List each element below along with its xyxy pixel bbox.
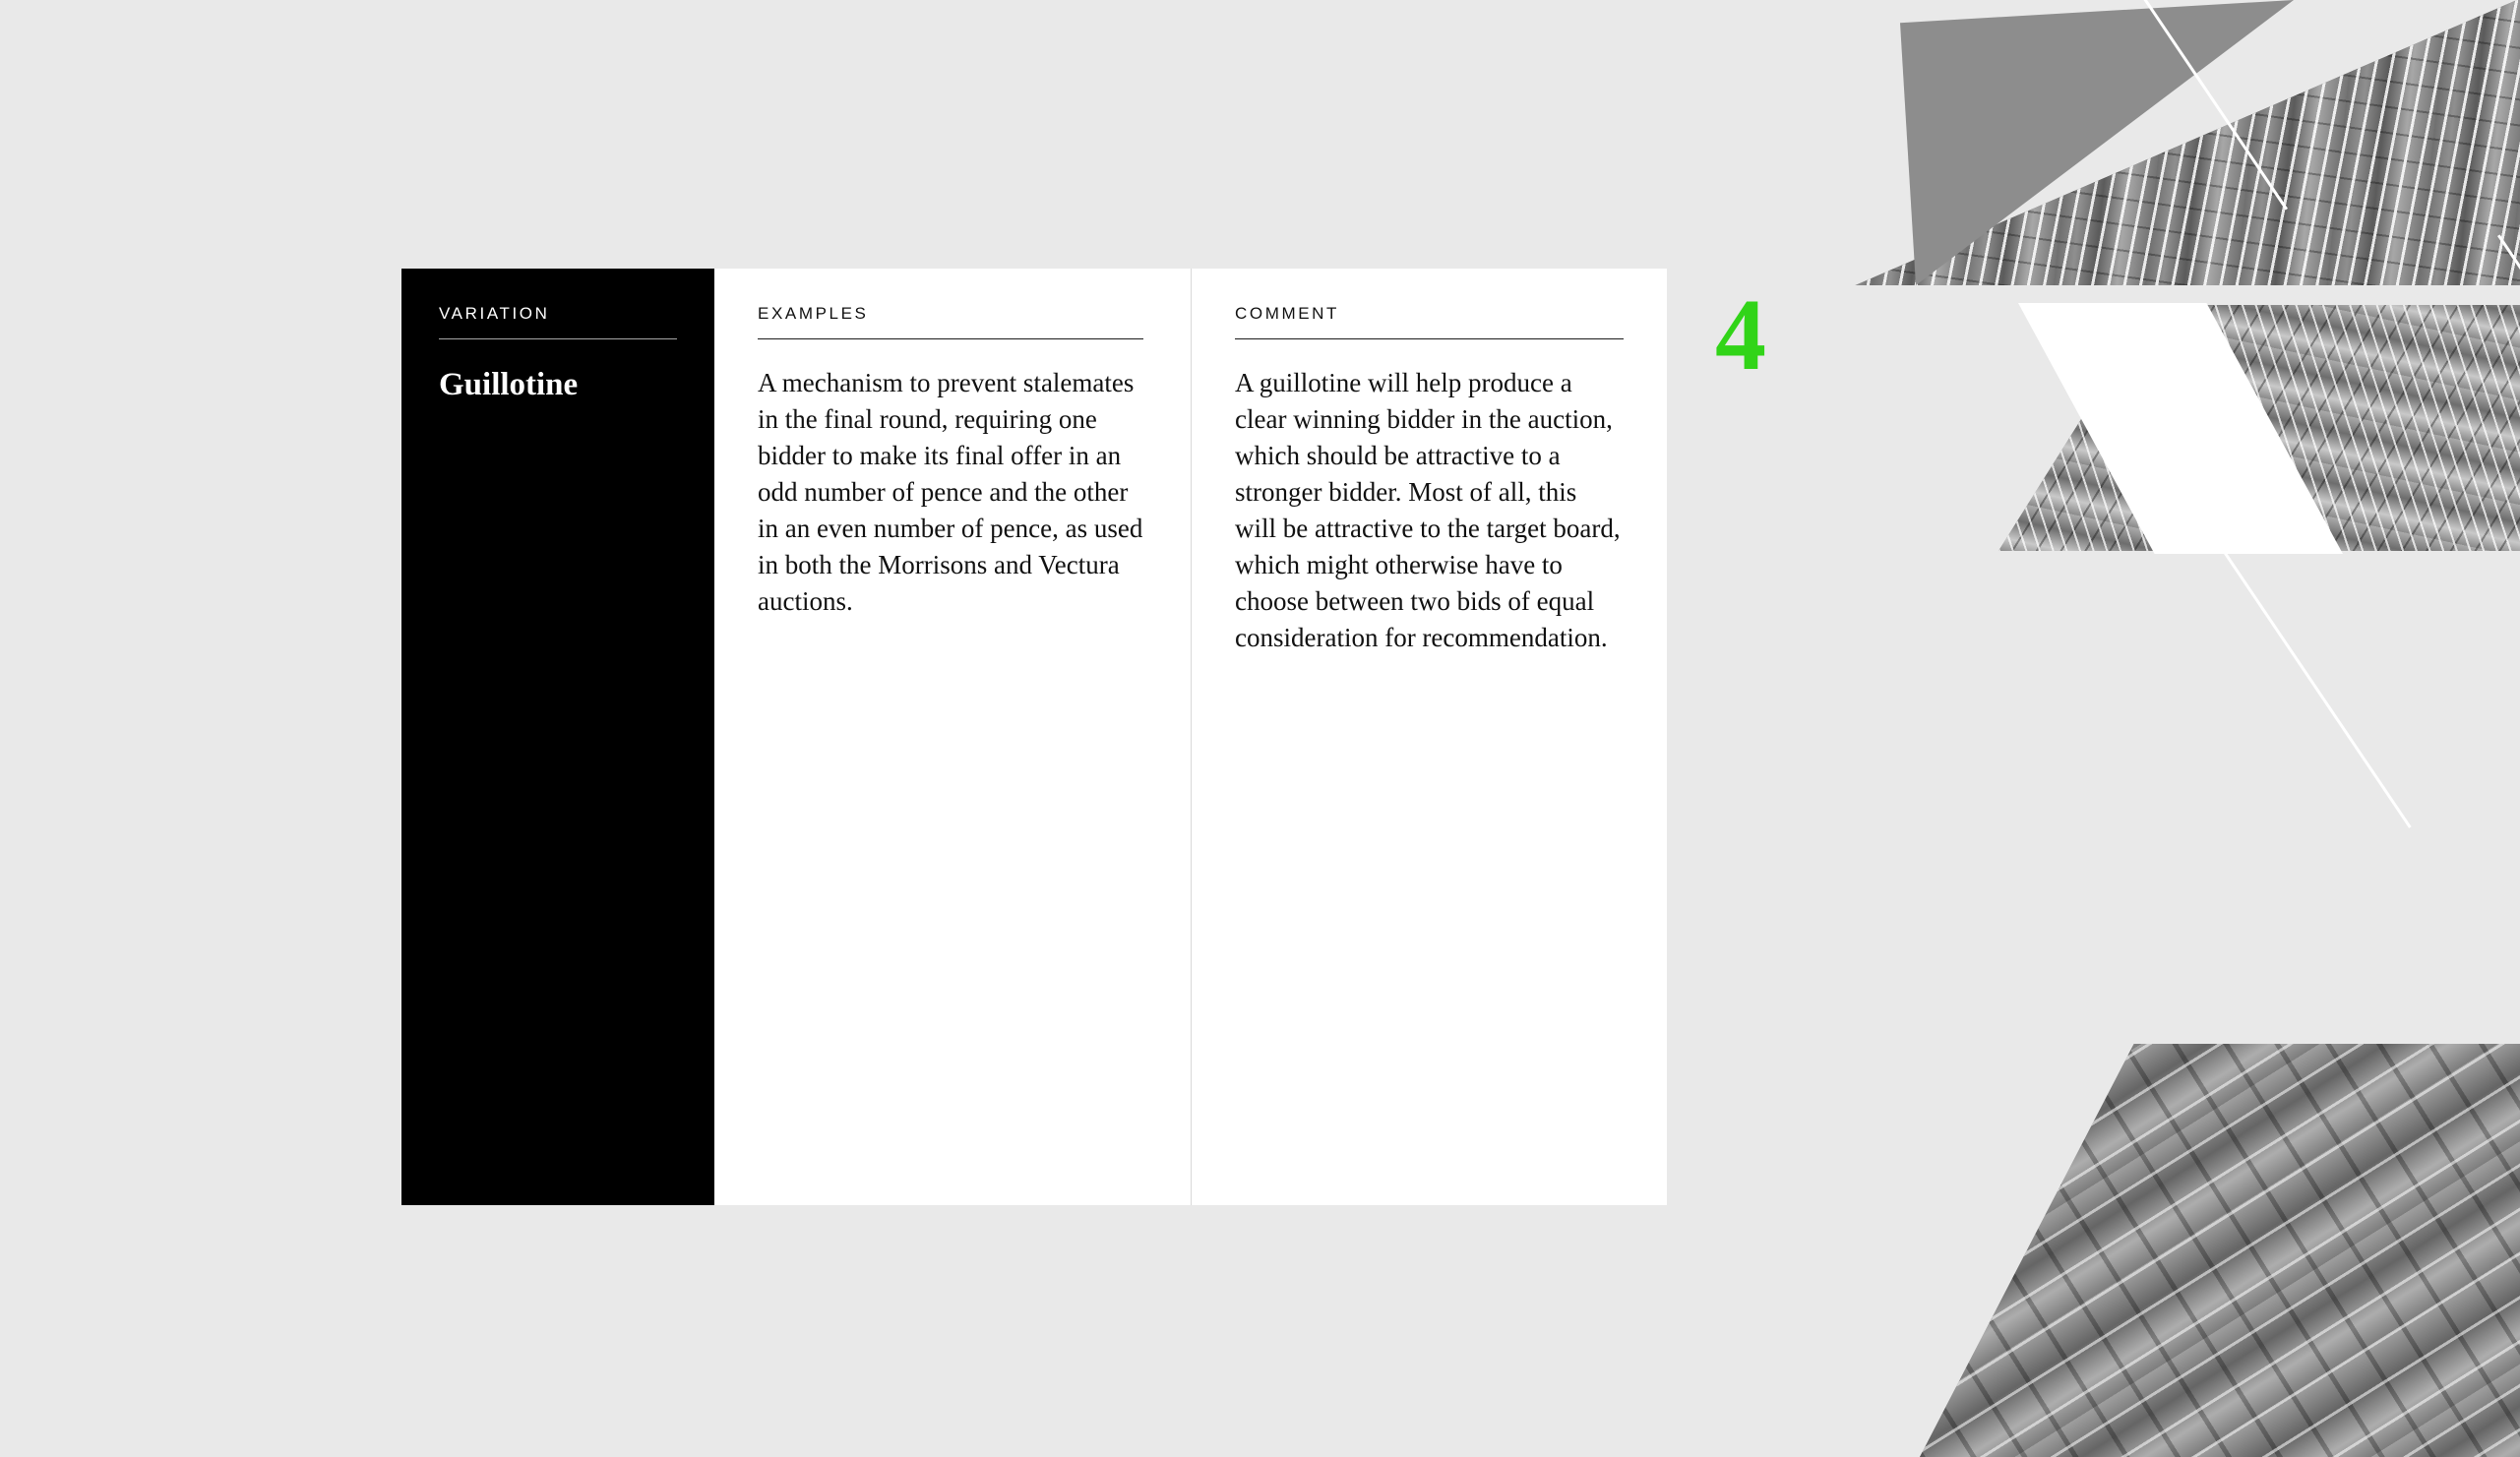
diagonal-hairline-3 (2222, 549, 2412, 828)
content-card (401, 269, 1667, 1205)
photo-middle-right (1998, 305, 2520, 551)
photo-top-right (1812, 0, 2520, 285)
diagonal-hairline-1 (2104, 0, 2288, 211)
column-examples (714, 269, 1191, 1205)
column-heading-variation: VARIATION (439, 304, 677, 339)
comment-body-text: A guillotine will help produce a clear winning bidder in the auction, which should be attractive to a stronger bidder. Most of all, this will be attractive to the target board, which might otherwise have to choose between two bids of equal consideration for recommendation. (1235, 368, 1621, 652)
white-diagonal-band-shape (2018, 303, 2343, 554)
photo-bottom-right (1920, 1044, 2520, 1457)
column-variation (401, 269, 714, 1205)
decorative-collage (1536, 0, 2520, 1418)
column-heading-comment: COMMENT (1235, 304, 1624, 339)
examples-body-text: A mechanism to prevent stalemates in the final round, requiring one bidder to make its final offer in an odd number of pence and the other in an even number of pence, as used in both the Morrisons and Vectura auctions. (758, 368, 1143, 616)
variation-title: Guillotine (439, 367, 579, 402)
diagonal-hairline-2 (2497, 234, 2520, 423)
column-comment (1191, 269, 1667, 1205)
column-heading-examples: EXAMPLES (758, 304, 1143, 339)
grey-triangle-shape (1900, 0, 2294, 285)
slide-number: 4 (1715, 278, 1764, 392)
